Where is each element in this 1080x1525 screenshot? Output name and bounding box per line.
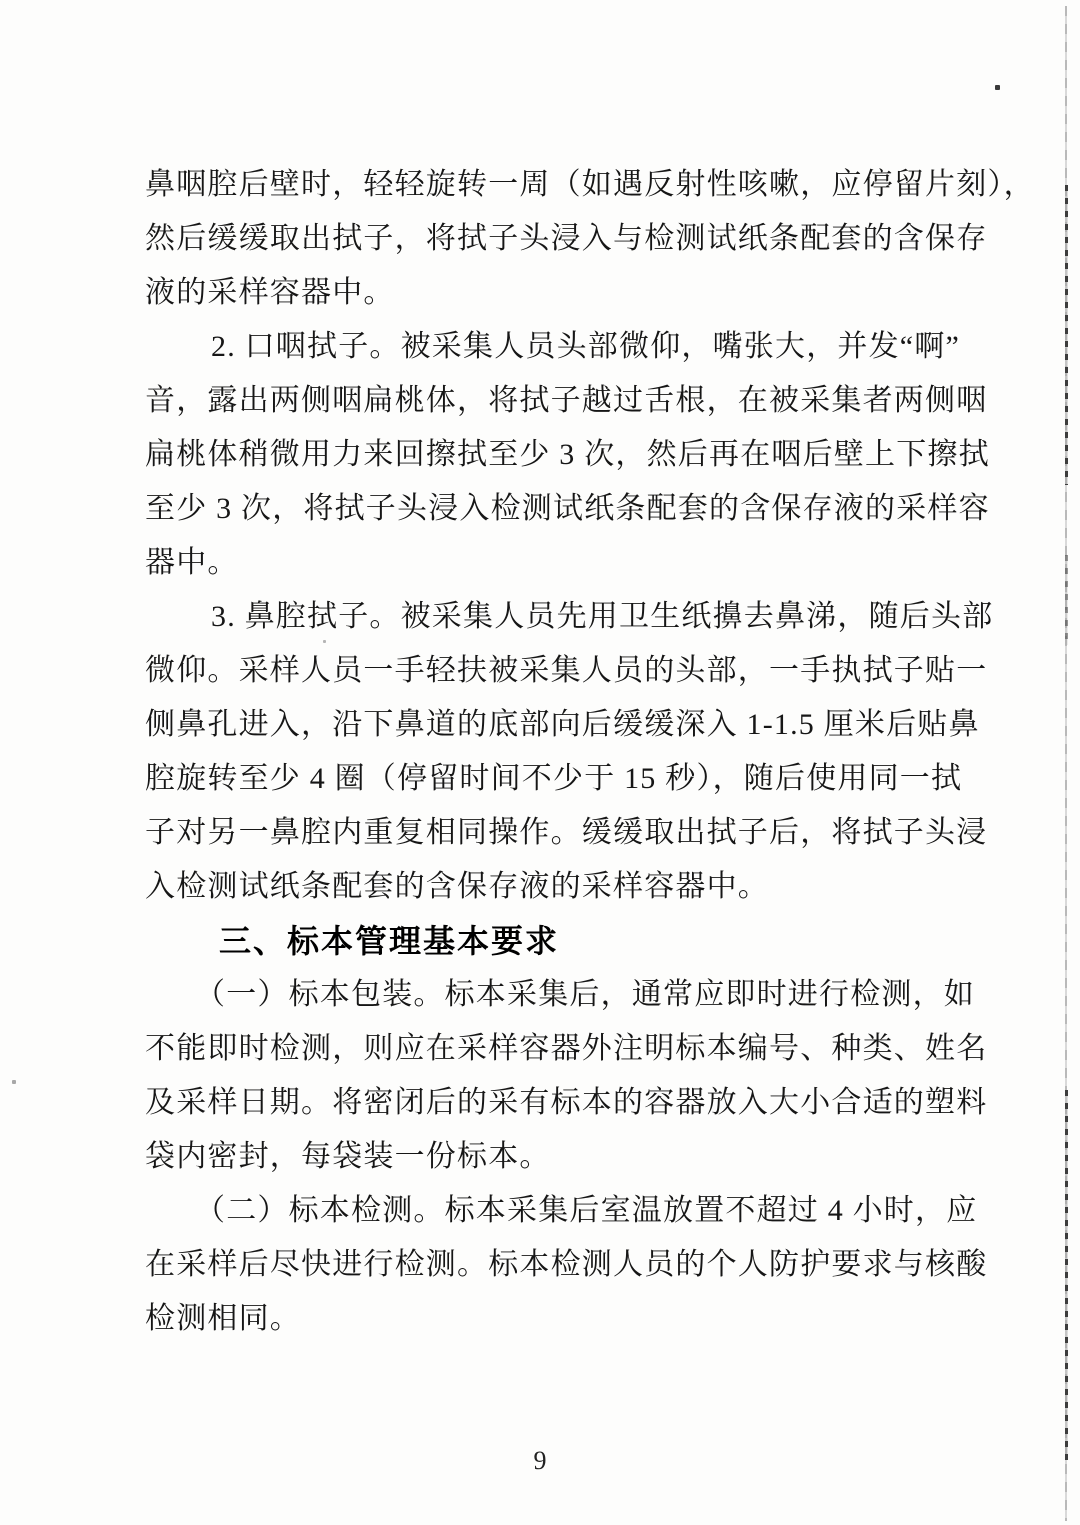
text-line: 液的采样容器中。 xyxy=(145,276,395,309)
text-line: （二）标本检测。标本采集后室温放置不超过 4 小时，应 xyxy=(195,1194,978,1227)
text-line: 2. 口咽拭子。被采集人员头部微仰，嘴张大，并发“啊” xyxy=(211,330,961,363)
ink-speck xyxy=(323,640,326,643)
text-line: 袋内密封，每袋装一份标本。 xyxy=(145,1140,551,1173)
text-line: 在采样后尽快进行检测。标本检测人员的个人防护要求与核酸 xyxy=(145,1248,988,1281)
text-line: 至少 3 次，将拭子头浸入检测试纸条配套的含保存液的采样容 xyxy=(145,492,990,525)
text-line: 然后缓缓取出拭子，将拭子头浸入与检测试纸条配套的含保存 xyxy=(145,222,988,255)
text-line: 不能即时检测，则应在采样容器外注明标本编号、种类、姓名 xyxy=(145,1032,988,1065)
text-block xyxy=(145,158,1035,1346)
ink-speck xyxy=(995,85,1000,90)
text-line: 3. 鼻腔拭子。被采集人员先用卫生纸擤去鼻涕，随后头部 xyxy=(211,600,994,633)
text-line: 微仰。采样人员一手轻扶被采集人员的头部，一手执拭子贴一 xyxy=(145,654,988,687)
text-line: 侧鼻孔进入，沿下鼻道的底部向后缓缓深入 1-1.5 厘米后贴鼻 xyxy=(145,708,980,741)
text-line: 入检测试纸条配套的含保存液的采样容器中。 xyxy=(145,870,769,903)
section-heading: 三、标本管理基本要求 xyxy=(219,923,560,959)
text-line: 腔旋转至少 4 圈（停留时间不少于 15 秒），随后使用同一拭 xyxy=(145,762,963,795)
text-line: 音，露出两侧咽扁桃体，将拭子越过舌根，在被采集者两侧咽 xyxy=(145,384,988,417)
scan-edge-artifact xyxy=(1065,555,1068,645)
text-line: 扁桃体稍微用力来回擦拭至少 3 次，然后再在咽后壁上下擦拭 xyxy=(145,438,990,471)
text-line: 鼻咽腔后壁时，轻轻旋转一周（如遇反射性咳嗽，应停留片刻）， xyxy=(145,168,1035,201)
text-line: 及采样日期。将密闭后的采有标本的容器放入大小合适的塑料 xyxy=(145,1086,988,1119)
text-line: 检测相同。 xyxy=(145,1302,301,1335)
text-line: 器中。 xyxy=(145,546,239,579)
text-line: 子对另一鼻腔内重复相同操作。缓缓取出拭子后，将拭子头浸 xyxy=(145,816,988,849)
text-line: （一）标本包装。标本采集后，通常应即时进行检测，如 xyxy=(195,978,975,1011)
ink-speck xyxy=(12,1080,16,1084)
scan-edge-artifact xyxy=(1065,185,1068,485)
scan-edge-artifact xyxy=(1065,1090,1068,1460)
page-number: 9 xyxy=(533,1446,547,1475)
